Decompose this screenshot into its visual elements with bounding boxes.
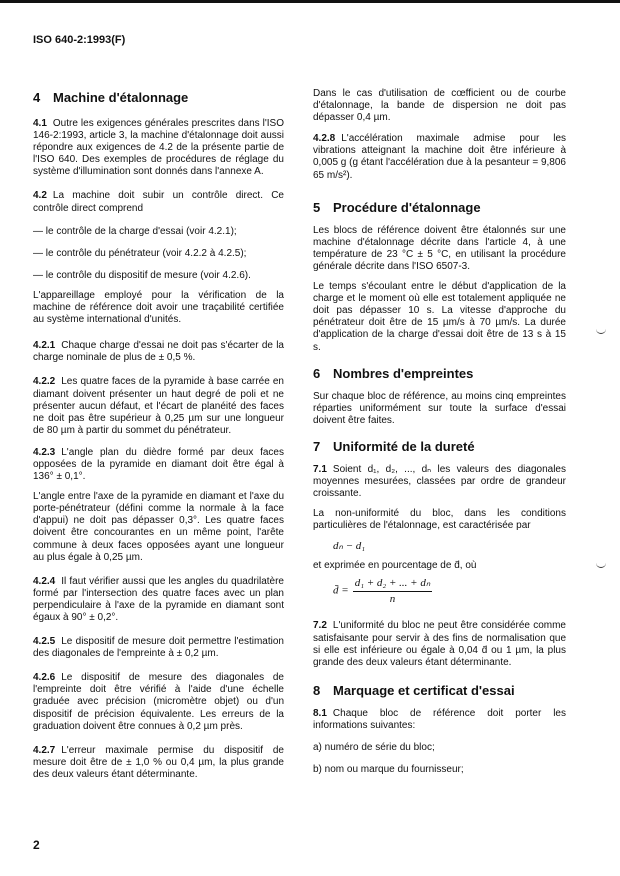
paragraph: L'appareillage employé pour la vérification de la machine de référence doit avoir une traçabilité certifiée au système international d'unités. bbox=[33, 289, 284, 326]
clause-4-2-8: 4.2.8 L'accélération maximale admise pour les vibrations atteignant la machine doit être inférieure à 0,005 g (g étant l'accélération due à la pesanteur = 9,806 65 m/s²). bbox=[313, 133, 566, 181]
clause-4-1: 4.1 Outre les exigences générales prescrites dans l'ISO 146-2:1993, article 3, la machine d'étalonnage doit aussi répondre aux exigences de 4.2 de la présente partie de l'ISO 640. Des exemples de procédures de réglage du système d'illumination sont donnés dans l'annexe A. bbox=[33, 118, 284, 178]
list-item: — le contrôle du pénétrateur (voir 4.2.2 à 4.2.5); bbox=[33, 247, 247, 259]
right-column bbox=[313, 88, 566, 776]
formula-range: dₙ − d₁ bbox=[333, 540, 366, 553]
paragraph: Les blocs de référence doivent être étalonnés sur une machine d'étalonnage décrite dans l'article 4, à une température de 23 °C ± 5 °C, en utilisant la procédure générale décrite dans l'ISO 6507-3. bbox=[313, 224, 566, 272]
paragraph: Dans le cas d'utilisation de cœfficient ou de courbe d'étalonnage, la bande de dispersion ne doit pas dépasser 0,4 µm. bbox=[313, 88, 566, 124]
paragraph: et exprimée en pourcentage de d̄, où bbox=[313, 560, 477, 572]
top-rule bbox=[0, 0, 620, 3]
formula-mean: d̄ = $\frac{\text{d₁ + d₂ + ... + dₙ}}{n}$ bbox=[333, 577, 431, 606]
document-header: ISO 640-2:1993(F) bbox=[33, 34, 126, 46]
clause-7-2: 7.2 L'uniformité du bloc ne peut être considérée comme satisfaisante pour servir à des fins de normalisation que si elle est inférieure ou égale à 0,04 d̄ ou 1 µm, la plus grande des deux valeurs étant déterminante. bbox=[313, 620, 566, 668]
clause-4-2: 4.2 La machine doit subir un contrôle direct. Ce contrôle direct comprend bbox=[33, 190, 284, 214]
clause-7-1: 7.1 Soient d₁, d₂, ..., dₙ les valeurs des diagonales moyennes mesurées, classées par ordre de grandeur croissante. bbox=[313, 463, 566, 500]
page-number: 2 bbox=[33, 838, 40, 852]
clause-4-2-3: 4.2.3 L'angle plan du dièdre formé par deux faces opposées de la pyramide en diamant doit être égal à 136° ± 0,1°. bbox=[33, 446, 284, 483]
section-4-heading: 4 Machine d'étalonnage bbox=[33, 90, 189, 105]
section-5-heading: 5 Procédure d'étalonnage bbox=[313, 199, 481, 215]
clause-4-2-1: 4.2.1 Chaque charge d'essai ne doit pas s'écarter de la charge nominale de plus de ± 0,5 %. bbox=[33, 340, 284, 364]
list-item: a) numéro de série du bloc; bbox=[313, 742, 435, 753]
list-item: b) nom ou marque du fournisseur; bbox=[313, 764, 464, 776]
paragraph: Le temps s'écoulant entre le début d'application de la charge et le moment où elle est totalement appliquée ne doit pas dépasser 10 s. La vitesse d'approche du pénétrateur doit être de 15 µm/s à 70 µm/s. La durée d'application de la charge d'essai doit être de 13 s à 15 s. bbox=[313, 281, 566, 353]
margin-mark bbox=[596, 562, 606, 568]
paragraph: L'angle entre l'axe de la pyramide en diamant et l'axe du porte-pénétrateur (défini comme la normale à la face d'appui) ne doit pas dépasser 0,3°. Les quatre faces doivent être concourantes en un même point, l'arête commune à deux faces opposées ayant une longueur au plus égale à 0,25 µm. bbox=[33, 491, 284, 563]
clause-4-2-4: 4.2.4 Il faut vérifier aussi que les angles du quadrilatère formé par l'intersection des quatre faces avec un plan perpendiculaire à l'axe de la pyramide en diamant sont égaux à 90° ± 0,2°. bbox=[33, 575, 284, 623]
list-item: — le contrôle du dispositif de mesure (voir 4.2.6). bbox=[33, 269, 251, 281]
section-7-heading: 7 Uniformité de la dureté bbox=[313, 438, 475, 454]
clause-4-2-7: 4.2.7 L'erreur maximale permise du dispositif de mesure doit être de ± 1,0 % ou 0,4 µm, la plus grande des deux valeurs étant déterminante. bbox=[33, 744, 284, 780]
section-8-heading: 8 Marquage et certificat d'essai bbox=[313, 682, 515, 698]
left-column bbox=[33, 90, 284, 781]
margin-mark bbox=[596, 328, 606, 334]
clause-4-2-2: 4.2.2 Les quatre faces de la pyramide à base carrée en diamant doivent présenter un haut degré de poli et ne présenter aucun défaut, et l'écart de planéité des faces ne doit pas être supérieur à 0,25 µm sur une longueur de 80 µm à partir du sommet du pénétrateur. bbox=[33, 376, 284, 436]
section-6-heading: 6 Nombres d'empreintes bbox=[313, 365, 474, 381]
paragraph: La non-uniformité du bloc, dans les conditions particulières de l'étalonnage, est caractérisée par bbox=[313, 508, 566, 532]
clause-4-2-6: 4.2.6 Le dispositif de mesure des diagonales de l'empreinte doit être vérifié à l'aide d'une échelle graduée avec précision (micromètre objet) ou d'un dispositif de précision équivalente. Les erreurs de la graduation doivent être connues à 0,2 µm près. bbox=[33, 672, 284, 732]
paragraph: Sur chaque bloc de référence, au moins cinq empreintes réparties uniformément sur toute la surface d'essai doivent être faites. bbox=[313, 390, 566, 426]
list-item: — le contrôle de la charge d'essai (voir 4.2.1); bbox=[33, 225, 237, 237]
clause-8-1: 8.1 Chaque bloc de référence doit porter les informations suivantes: bbox=[313, 707, 566, 731]
clause-4-2-5: 4.2.5 Le dispositif de mesure doit permettre l'estimation des diagonales de l'empreinte à ± 0,2 µm. bbox=[33, 636, 284, 660]
